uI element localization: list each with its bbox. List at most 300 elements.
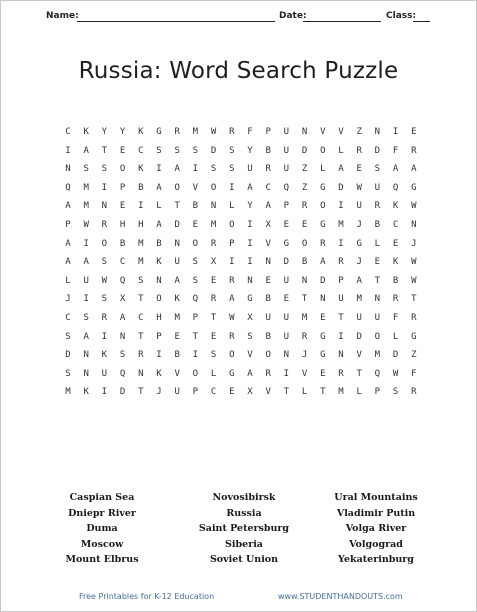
grid-letter: M [338,387,344,398]
grid-letter: J [356,257,362,268]
word-list-item: Caspian Sea [69,492,135,503]
grid-letter: A [265,201,271,212]
grid-letter: S [101,294,108,305]
grid-letter: U [283,145,290,156]
grid-letter: K [83,127,89,137]
grid-letter: W [101,275,108,286]
grid-letter: N [247,275,253,286]
grid-letter: U [356,313,362,323]
grid-letter: G [156,127,162,137]
word-list-item: Duma [86,523,118,534]
grid-letter: Q [374,368,381,379]
grid-letter: V [247,350,253,361]
grid-letter: W [392,368,399,379]
grid-letter: L [156,201,162,212]
class-line [413,21,430,22]
grid-letter: D [301,145,308,156]
grid-letter: A [338,164,344,175]
grid-letter: S [101,164,108,175]
grid-letter: N [83,368,89,379]
grid-letter: E [229,387,235,398]
grid-letter: E [301,220,308,230]
grid-letter: E [210,331,217,342]
grid-letter: R [210,294,217,305]
grid-letter: X [210,257,217,268]
grid-letter: Q [65,182,71,193]
grid-letter: R [392,294,399,305]
grid-letter: F [247,127,253,137]
grid-letter: C [138,145,144,156]
grid-letter: K [392,201,399,212]
grid-letter: N [174,238,180,249]
grid-letter: O [229,350,235,361]
grid-letter: R [338,368,344,379]
grid-letter: T [283,387,290,398]
grid-letter: D [374,145,381,156]
grid-letter: C [210,387,217,398]
grid-letter: B [138,182,144,193]
footer-left-text: Free Printables for K-12 Education [79,592,215,601]
grid-letter: A [174,275,180,286]
grid-letter: I [247,220,253,230]
grid-letter: H [138,220,144,230]
grid-letter: I [247,238,253,249]
grid-letter: A [156,220,162,230]
grid-letter: S [65,368,71,379]
grid-letter: T [374,275,381,286]
grid-letter: U [101,368,108,379]
grid-letter: K [138,127,144,137]
grid-letter: Z [356,127,362,137]
name-line [77,21,275,22]
grid-letter: D [174,220,180,230]
grid-letter: M [356,294,362,305]
grid-letter: P [338,275,344,286]
grid-letter: R [229,275,235,286]
grid-letter: B [174,350,180,361]
grid-letter: I [83,294,89,305]
grid-letter: D [283,257,290,268]
grid-letter: R [138,350,144,361]
grid-letter: N [374,294,381,305]
grid-letter: T [320,387,326,398]
grid-letter: C [138,313,144,323]
grid-letter: S [247,331,253,342]
grid-letter: D [65,350,71,361]
grid-letter: D [392,350,399,361]
grid-letter: P [265,127,271,137]
grid-letter: A [156,182,162,193]
word-list-item: Dniepr River [68,507,136,519]
grid-letter: N [283,350,290,361]
word-list-item: Vladimir Putin [336,507,416,519]
word-list-item: Siberia [225,538,263,550]
grid-letter: E [192,220,199,230]
grid-letter: K [101,350,108,361]
grid-letter: R [265,368,271,379]
grid-letter: D [119,387,126,398]
grid-letter: T [338,313,344,323]
grid-letter: B [265,331,271,342]
grid-letter: M [138,238,144,249]
grid-letter: V [320,127,326,137]
grid-letter: P [119,182,126,193]
grid-letter: O [174,182,180,193]
grid-letter: S [229,145,235,156]
grid-letter: U [283,164,290,175]
grid-letter: W [83,220,89,230]
grid-letter: Y [119,127,126,137]
grid-letter: X [119,294,126,305]
grid-letter: D [210,145,217,156]
grid-letter: I [338,238,344,249]
grid-letter: A [83,257,89,268]
grid-letter: I [247,257,253,268]
grid-letter: B [192,201,199,212]
grid-letter: S [210,164,217,175]
grid-letter: T [101,145,108,156]
grid-letter: U [265,313,271,323]
grid-letter: U [283,127,290,137]
grid-letter: Q [119,275,126,286]
grid-letter: N [156,275,162,286]
grid-letter: S [192,145,199,156]
grid-letter: Q [192,294,199,305]
word-list-item: Novosibirsk [212,492,276,503]
grid-letter: Y [247,201,253,212]
grid-letter: L [356,387,362,398]
grid-letter: Y [101,127,108,137]
grid-letter: K [392,257,399,268]
grid-letter: N [374,127,381,137]
grid-letter: U [174,257,180,268]
word-list-column [174,490,314,568]
grid-letter: S [374,164,381,175]
grid-letter: S [156,145,162,156]
grid-letter: X [247,387,253,398]
grid-letter: P [156,331,162,342]
grid-letter: T [411,294,417,305]
grid-letter: A [119,313,126,323]
grid-letter: O [192,368,199,379]
grid-letter: M [174,313,180,323]
grid-letter: C [119,257,126,268]
grid-letter: E [119,201,126,212]
grid-letter: I [283,368,290,379]
grid-letter: T [138,387,144,398]
grid-letter: I [338,331,344,342]
grid-letter: G [320,182,326,193]
grid-letter: N [301,127,308,137]
grid-letter: O [301,238,308,249]
grid-letter: T [138,331,144,342]
grid-letter: H [156,313,162,323]
grid-letter: A [392,164,399,175]
grid-letter: X [247,313,253,323]
grid-letter: R [411,387,417,398]
grid-letter: K [138,164,144,175]
grid-letter: V [265,238,271,249]
grid-letter: I [229,257,235,268]
grid-letter: U [374,182,381,193]
grid-letter: H [119,220,126,230]
grid-letter: E [374,257,381,268]
grid-letter: O [374,331,381,342]
grid-letter: C [65,127,71,137]
grid-letter: W [411,201,417,212]
grid-letter: J [156,387,162,398]
grid-letter: A [65,257,71,268]
grid-letter: U [247,164,253,175]
grid-letter: R [229,127,235,137]
grid-letter: O [119,164,126,175]
grid-letter: P [283,201,290,212]
grid-letter: N [338,350,344,361]
grid-letter: O [101,238,108,249]
grid-letter: R [411,313,417,323]
grid-letter: T [210,313,217,323]
grid-letter: B [265,294,271,305]
grid-letter: Z [301,182,308,193]
grid-letter: E [356,164,362,175]
grid-letter: I [101,387,108,398]
grid-letter: Z [411,350,417,361]
word-list-item: Volga River [345,523,407,534]
grid-letter: B [374,220,381,230]
grid-letter: A [356,275,362,286]
grid-letter: E [210,275,217,286]
date-label: Date: [279,11,307,21]
grid-letter: V [301,368,308,379]
grid-letter: I [65,145,71,156]
grid-letter: E [411,127,417,137]
grid-letter: E [283,220,290,230]
grid-letter: I [156,164,162,175]
grid-letter: G [247,294,253,305]
grid-letter: U [338,294,344,305]
grid-letter: U [283,275,290,286]
grid-letter: S [229,164,235,175]
grid-letter: Q [392,182,399,193]
grid-letter: O [229,220,235,230]
grid-letter: R [356,145,362,156]
grid-letter: S [83,164,89,175]
grid-letter: U [283,313,290,323]
grid-letter: C [392,220,399,230]
grid-letter: I [192,164,199,175]
grid-letter: S [138,275,144,286]
grid-letter: M [374,350,381,361]
grid-letter: D [338,182,344,193]
grid-letter: M [138,257,144,268]
grid-letter: E [320,368,326,379]
footer-website-link[interactable]: www.STUDENTHANDOUTS.com [278,592,403,601]
grid-letter: T [174,201,180,212]
grid-letter: V [174,368,180,379]
grid-letter: O [265,350,271,361]
grid-letter: L [301,387,308,398]
grid-letter: L [210,368,217,379]
grid-letter: J [356,220,362,230]
grid-letter: R [210,238,217,249]
grid-letter: B [301,257,308,268]
grid-letter: A [320,257,326,268]
grid-letter: A [65,201,71,212]
name-label: Name: [46,11,79,21]
grid-letter: E [265,275,271,286]
grid-letter: S [101,257,108,268]
grid-letter: R [320,238,326,249]
word-list-item: Russia [226,507,262,519]
word-list-item: Ural Mountains [334,492,418,503]
grid-letter: G [320,331,326,342]
grid-letter: D [356,331,362,342]
grid-letter: B [156,238,162,249]
grid-letter: A [247,368,253,379]
grid-letter: E [283,294,290,305]
grid-letter: C [65,313,71,323]
grid-letter: M [338,220,344,230]
page-title: Russia: Word Search Puzzle [78,58,399,84]
grid-letter: W [411,257,417,268]
grid-letter: J [411,238,417,249]
grid-letter: W [411,275,417,286]
grid-letter: N [411,220,417,230]
grid-letter: R [229,331,235,342]
grid-letter: W [210,127,217,137]
grid-letter: T [356,368,362,379]
grid-letter: T [192,331,199,342]
grid-letter: G [411,182,417,193]
grid-letter: D [320,275,326,286]
grid-letter: U [374,313,381,323]
grid-letter: C [265,182,271,193]
grid-letter: T [301,294,308,305]
grid-letter: U [356,201,362,212]
grid-letter: L [374,238,381,249]
grid-letter: E [392,238,399,249]
grid-letter: V [192,182,199,193]
grid-letter: I [101,182,108,193]
grid-letter: R [101,220,108,230]
grid-letter: V [338,127,344,137]
grid-letter: N [265,257,271,268]
grid-letter: N [320,294,326,305]
grid-letter: B [265,145,271,156]
grid-letter: M [210,220,217,230]
grid-letter: A [83,331,89,342]
grid-letter: I [83,238,89,249]
grid-letter: R [374,201,381,212]
grid-letter: M [83,182,89,193]
grid-letter: P [229,238,235,249]
grid-letter: G [283,238,290,249]
grid-letter: P [65,220,71,230]
grid-letter: R [101,313,108,323]
grid-letter: P [192,387,199,398]
grid-letter: E [320,313,326,323]
word-list-item: Yekaterinburg [338,554,414,565]
word-list-column [32,490,172,568]
grid-letter: O [320,201,326,212]
grid-letter: R [174,127,180,137]
grid-letter: Y [247,145,253,156]
grid-letter: F [411,368,417,379]
grid-letter: J [65,294,71,305]
grid-letter: R [301,201,308,212]
grid-letter: U [83,275,89,286]
grid-letter: S [174,145,180,156]
grid-letter: L [392,331,399,342]
grid-letter: I [156,350,162,361]
grid-letter: P [374,387,381,398]
grid-letter: N [65,164,71,175]
grid-letter: P [192,313,199,323]
word-list-item: Moscow [80,538,124,550]
grid-letter: K [156,257,162,268]
grid-letter: S [65,331,71,342]
word-list-item: Volgograd [349,538,403,550]
grid-letter: R [265,164,271,175]
grid-letter: K [174,294,180,305]
grid-letter: N [119,331,126,342]
grid-letter: L [65,275,71,286]
grid-letter: K [83,387,89,398]
grid-letter: U [174,387,180,398]
grid-letter: W [356,182,362,193]
grid-letter: G [320,220,326,230]
grid-letter: W [229,313,235,323]
grid-letter: I [338,201,344,212]
grid-letter: S [83,313,89,323]
grid-letter: E [174,331,180,342]
grid-letter: S [192,257,199,268]
grid-letter: S [192,275,199,286]
grid-letter: N [210,201,217,212]
grid-letter: R [338,257,344,268]
class-label: Class: [386,11,417,21]
grid-letter: B [119,238,126,249]
grid-letter: S [119,350,126,361]
grid-letter: S [210,350,217,361]
grid-letter: A [247,182,253,193]
grid-letter: Q [283,182,290,193]
grid-letter: Q [119,368,126,379]
grid-letter: I [392,127,399,137]
grid-letter: I [229,182,235,193]
grid-letter: Z [301,164,308,175]
grid-letter: N [101,201,108,212]
grid-letter: A [174,164,180,175]
grid-letter: X [265,220,271,230]
grid-letter: K [156,368,162,379]
grid-letter: V [356,350,362,361]
grid-letter: A [65,238,71,249]
grid-letter: N [83,350,89,361]
grid-letter: J [301,350,308,361]
grid-letter: G [411,331,417,342]
grid-letter: M [192,127,199,137]
grid-letter: O [210,182,217,193]
grid-letter: L [229,201,235,212]
grid-letter: I [138,201,144,212]
grid-letter: M [83,201,89,212]
grid-letter: N [138,368,144,379]
word-list-item: Soviet Union [209,554,279,565]
grid-letter: A [229,294,235,305]
grid-letter: G [356,238,362,249]
grid-letter: F [392,145,399,156]
